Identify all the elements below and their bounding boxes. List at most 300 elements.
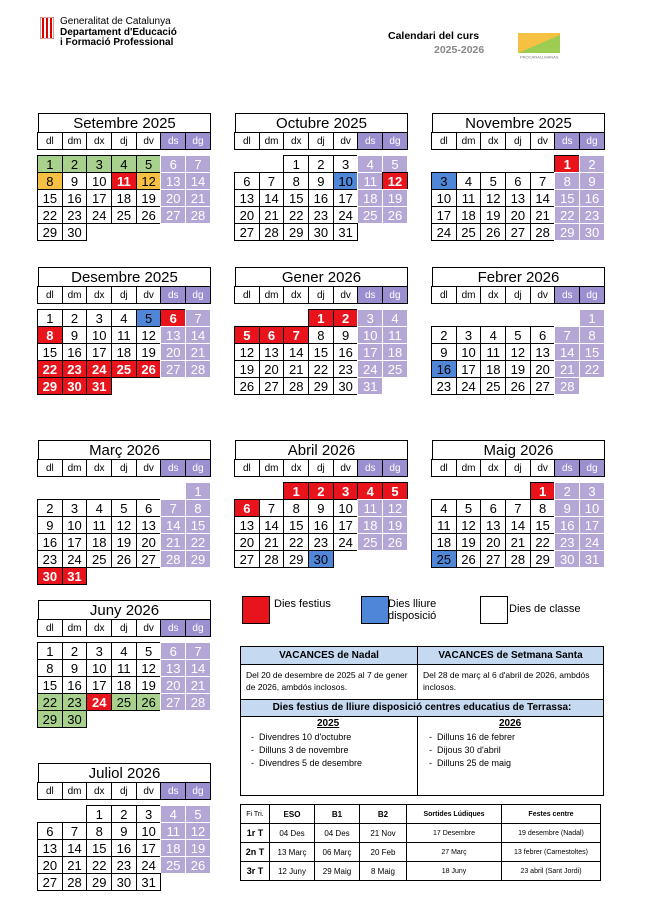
day-cell: 20: [37, 856, 63, 874]
day-cell: 6: [160, 309, 186, 327]
day-cell: 7: [185, 642, 211, 660]
day-cell: 1: [185, 482, 211, 500]
page-title: Calendari del curs: [388, 30, 480, 42]
weekday-header: dg: [185, 459, 211, 477]
month-calendar: [235, 113, 408, 241]
day-cell: 26: [480, 223, 506, 241]
legend-festius-swatch: [242, 596, 270, 624]
day-cell: 7: [530, 172, 556, 190]
day-cell: 19: [136, 676, 162, 694]
day-cell: 15: [283, 189, 309, 207]
vacances-box: [240, 646, 604, 796]
weekday-header: dv: [333, 459, 359, 477]
day-cell: 24: [431, 223, 457, 241]
weekday-header: dj: [505, 459, 531, 477]
day-cell: 9: [308, 172, 334, 190]
day-cell: 17: [86, 676, 112, 694]
school-year: 2025-2026: [434, 44, 485, 56]
day-cell: 3: [357, 309, 383, 327]
day-cell: 18: [111, 189, 137, 207]
day-cell: 8: [283, 499, 309, 517]
day-cell: 19: [136, 189, 162, 207]
weekday-header: dm: [456, 459, 482, 477]
legend-festius-label: Dies festius: [274, 598, 331, 610]
day-cell: 23: [308, 533, 334, 551]
day-cell: 1: [530, 482, 556, 500]
day-cell: 7: [185, 155, 211, 173]
day-cell: 30: [579, 223, 605, 241]
weekday-header: dj: [111, 286, 137, 304]
day-cell: 27: [234, 223, 260, 241]
weekday-header: dm: [259, 286, 285, 304]
day-cell: 19: [382, 516, 408, 534]
day-cell: 2: [111, 805, 137, 823]
day-cell: 15: [86, 839, 112, 857]
day-cell: 6: [160, 155, 186, 173]
cell: 29 Maig: [315, 862, 360, 881]
day-cell: 11: [456, 189, 482, 207]
day-cell: 4: [111, 642, 137, 660]
month-title: Juny 2026: [38, 600, 211, 620]
day-cell: 31: [136, 873, 162, 891]
day-cell: 5: [234, 326, 260, 344]
day-cell: 7: [259, 499, 285, 517]
day-cell: 20: [160, 676, 186, 694]
day-cell: 2: [431, 326, 457, 344]
header-cell: B2: [360, 805, 407, 824]
day-cell: 5: [382, 482, 408, 500]
day-cell: 3: [136, 805, 162, 823]
day-cell: 29: [283, 223, 309, 241]
day-cell: 26: [234, 377, 260, 395]
weekday-header: dx: [283, 459, 309, 477]
weekday-header: ds: [160, 619, 186, 637]
legend-classe-swatch: [480, 596, 508, 624]
month-calendar: [38, 600, 211, 728]
weekday-header: dj: [505, 132, 531, 150]
day-cell: 29: [86, 873, 112, 891]
day-cell: 8: [185, 499, 211, 517]
weekday-header: dj: [111, 459, 137, 477]
day-cell: 9: [111, 822, 137, 840]
weekday-header: dm: [456, 286, 482, 304]
day-cell: 13: [480, 516, 506, 534]
weekday-header: dv: [136, 619, 162, 637]
day-cell: 13: [136, 516, 162, 534]
month-title: Gener 2026: [235, 267, 408, 287]
day-cell: 14: [185, 326, 211, 344]
day-cell: 20: [160, 189, 186, 207]
day-cell: 22: [283, 206, 309, 224]
day-cell: 8: [554, 172, 580, 190]
cell: 13 Març: [270, 843, 315, 862]
day-cell: 10: [86, 326, 112, 344]
weekday-header: dl: [431, 459, 457, 477]
day-cell: 12: [382, 172, 408, 190]
day-cell: 4: [111, 309, 137, 327]
month-calendar: [432, 113, 605, 241]
day-cell: 22: [554, 206, 580, 224]
month-grid: [235, 133, 408, 241]
day-cell: 2: [62, 309, 88, 327]
org-name: [60, 17, 177, 49]
day-cell: 24: [333, 533, 359, 551]
weekday-header: dl: [37, 782, 63, 800]
month-calendar: [432, 440, 605, 568]
org-line-3: i Formació Professional: [60, 37, 174, 48]
list-a: [251, 731, 362, 770]
day-cell: 28: [185, 206, 211, 224]
weekday-header: dx: [480, 286, 506, 304]
weekday-header: ds: [160, 782, 186, 800]
day-cell: 13: [234, 189, 260, 207]
day-cell: 9: [333, 326, 359, 344]
day-cell: 3: [333, 482, 359, 500]
day-cell: 5: [505, 326, 531, 344]
day-cell: 17: [357, 343, 383, 361]
day-cell: 31: [333, 223, 359, 241]
day-cell: 27: [530, 377, 556, 395]
weekday-header: dv: [136, 132, 162, 150]
school-logo-text: PROCARALLMANAS: [520, 54, 559, 60]
day-cell: 19: [111, 533, 137, 551]
weekday-header: dl: [234, 286, 260, 304]
cell: 3r T: [241, 862, 270, 881]
day-cell: 10: [579, 499, 605, 517]
cell: 23 abril (Sant Jordi): [502, 862, 601, 881]
day-cell: 20: [234, 533, 260, 551]
day-cell: 29: [185, 550, 211, 568]
day-cell: 28: [62, 873, 88, 891]
day-cell: 9: [62, 326, 88, 344]
day-cell: 17: [136, 839, 162, 857]
month-grid: [432, 460, 605, 568]
day-cell: 25: [160, 856, 186, 874]
day-cell: 24: [357, 360, 383, 378]
day-cell: 24: [86, 693, 112, 711]
day-cell: 18: [357, 189, 383, 207]
day-cell: 17: [62, 533, 88, 551]
day-cell: 22: [530, 533, 556, 551]
day-cell: 5: [111, 499, 137, 517]
legend-classe-label: Dies de classe: [509, 603, 581, 615]
day-cell: 26: [136, 206, 162, 224]
day-cell: 3: [456, 326, 482, 344]
day-cell: 27: [160, 206, 186, 224]
day-cell: 27: [259, 377, 285, 395]
day-cell: 2: [308, 155, 334, 173]
day-cell: 21: [160, 533, 186, 551]
month-grid: [38, 460, 211, 585]
day-cell: 6: [480, 499, 506, 517]
day-cell: 31: [357, 377, 383, 395]
day-cell: 25: [357, 533, 383, 551]
cell: 06 Març: [315, 843, 360, 862]
school-logo-icon: [518, 33, 560, 60]
day-cell: 3: [62, 499, 88, 517]
month-grid: [38, 783, 211, 891]
weekday-header: dg: [382, 286, 408, 304]
day-cell: 12: [136, 659, 162, 677]
day-cell: 2: [579, 155, 605, 173]
day-cell: 7: [62, 822, 88, 840]
weekday-header: dv: [136, 782, 162, 800]
day-cell: 28: [554, 377, 580, 395]
month-calendar: [38, 113, 211, 241]
weekday-header: dj: [505, 286, 531, 304]
day-cell: 21: [530, 206, 556, 224]
cell: 2n T: [241, 843, 270, 862]
day-cell: 23: [62, 693, 88, 711]
month-title: Febrer 2026: [432, 267, 605, 287]
weekday-header: dm: [259, 132, 285, 150]
header-cell: Festes centre: [502, 805, 601, 824]
day-cell: 22: [308, 360, 334, 378]
day-cell: 8: [579, 326, 605, 344]
day-cell: 28: [185, 360, 211, 378]
day-cell: 12: [185, 822, 211, 840]
weekday-header: dx: [86, 286, 112, 304]
day-cell: 21: [185, 676, 211, 694]
day-cell: 7: [283, 326, 309, 344]
weekday-header: ds: [357, 286, 383, 304]
day-cell: 2: [37, 499, 63, 517]
day-cell: 13: [505, 189, 531, 207]
day-cell: 18: [357, 516, 383, 534]
day-cell: 18: [456, 206, 482, 224]
day-cell: 8: [283, 172, 309, 190]
day-cell: 23: [333, 360, 359, 378]
month-title: Setembre 2025: [38, 113, 211, 133]
day-cell: 18: [111, 676, 137, 694]
weekday-header: dg: [382, 459, 408, 477]
day-cell: 24: [86, 206, 112, 224]
month-grid: [235, 460, 408, 568]
setmana-title: VACANCES de Setmana Santa: [418, 647, 603, 665]
day-cell: 27: [234, 550, 260, 568]
day-cell: 11: [382, 326, 408, 344]
weekday-header: dl: [431, 132, 457, 150]
day-cell: 24: [333, 206, 359, 224]
day-cell: 15: [530, 516, 556, 534]
day-cell: 1: [37, 155, 63, 173]
day-cell: 21: [259, 533, 285, 551]
month-calendar: [432, 267, 605, 395]
weekday-header: dx: [283, 286, 309, 304]
cell: 19 desembre (Nadal): [502, 824, 601, 843]
org-line-2: Departament d'Educació: [60, 26, 177, 38]
day-cell: 14: [530, 189, 556, 207]
weekday-header: dl: [37, 459, 63, 477]
day-cell: 10: [333, 172, 359, 190]
day-cell: 14: [505, 516, 531, 534]
day-cell: 26: [505, 377, 531, 395]
day-cell: 16: [431, 360, 457, 378]
day-cell: 5: [136, 642, 162, 660]
day-cell: 28: [259, 550, 285, 568]
cell: 27 Març: [407, 843, 502, 862]
day-cell: 12: [234, 343, 260, 361]
weekday-header: dm: [456, 132, 482, 150]
day-cell: 19: [505, 360, 531, 378]
day-cell: 20: [160, 343, 186, 361]
month-title: Novembre 2025: [432, 113, 605, 133]
day-cell: 31: [62, 567, 88, 585]
day-cell: 4: [86, 499, 112, 517]
day-cell: 29: [308, 377, 334, 395]
day-cell: 18: [480, 360, 506, 378]
day-cell: 14: [259, 516, 285, 534]
day-cell: 12: [136, 172, 162, 190]
day-cell: 7: [505, 499, 531, 517]
weekday-header: dj: [111, 782, 137, 800]
day-cell: 24: [456, 377, 482, 395]
weekday-header: dm: [62, 619, 88, 637]
weekday-header: dx: [480, 459, 506, 477]
day-cell: 15: [283, 516, 309, 534]
day-cell: 24: [579, 533, 605, 551]
day-cell: 26: [111, 550, 137, 568]
header-cell: Sortides Lúdiques: [407, 805, 502, 824]
weekday-header: dx: [86, 619, 112, 637]
weekday-header: ds: [357, 132, 383, 150]
weekday-header: dx: [480, 132, 506, 150]
weekday-header: dl: [431, 286, 457, 304]
day-cell: 8: [37, 172, 63, 190]
day-cell: 5: [456, 499, 482, 517]
day-cell: 13: [234, 516, 260, 534]
list-b-item: - Dilluns 25 de maig: [429, 758, 512, 768]
weekday-header: dl: [234, 132, 260, 150]
day-cell: 7: [554, 326, 580, 344]
day-cell: 16: [62, 676, 88, 694]
day-cell: 18: [86, 533, 112, 551]
weekday-header: dv: [530, 132, 556, 150]
day-cell: 1: [283, 155, 309, 173]
day-cell: 11: [357, 499, 383, 517]
day-cell: 29: [530, 550, 556, 568]
list-b-item: - Dilluns 16 de febrer: [429, 732, 516, 742]
cell: 21 Nov: [360, 824, 407, 843]
list-a-item: - Divendres 5 de desembre: [251, 758, 363, 768]
weekday-header: dl: [234, 459, 260, 477]
weekday-header: dv: [136, 286, 162, 304]
day-cell: 3: [579, 482, 605, 500]
day-cell: 13: [160, 172, 186, 190]
day-cell: 10: [86, 659, 112, 677]
day-cell: 16: [333, 343, 359, 361]
day-cell: 1: [86, 805, 112, 823]
month-title: Juliol 2026: [38, 763, 211, 783]
month-grid: [235, 287, 408, 395]
list-b-item: - Dijous 30 d'abril: [429, 745, 501, 755]
day-cell: 8: [308, 326, 334, 344]
day-cell: 26: [382, 206, 408, 224]
day-cell: 31: [86, 377, 112, 395]
day-cell: 30: [62, 223, 88, 241]
month-grid: [38, 287, 211, 395]
day-cell: 6: [160, 642, 186, 660]
day-cell: 14: [259, 189, 285, 207]
weekday-header: dv: [136, 459, 162, 477]
day-cell: 19: [234, 360, 260, 378]
day-cell: 21: [62, 856, 88, 874]
day-cell: 25: [357, 206, 383, 224]
day-cell: 20: [259, 360, 285, 378]
day-cell: 30: [62, 377, 88, 395]
day-cell: 6: [37, 822, 63, 840]
weekday-header: dg: [579, 132, 605, 150]
month-grid: [432, 287, 605, 395]
table-row: [241, 843, 601, 862]
day-cell: 4: [480, 326, 506, 344]
day-cell: 14: [62, 839, 88, 857]
month-calendar: [38, 267, 211, 395]
weekday-header: dj: [308, 459, 334, 477]
day-cell: 17: [333, 189, 359, 207]
day-cell: 13: [37, 839, 63, 857]
weekday-header: ds: [554, 132, 580, 150]
day-cell: 28: [530, 223, 556, 241]
day-cell: 15: [37, 343, 63, 361]
day-cell: 1: [308, 309, 334, 327]
month-calendar: [235, 267, 408, 395]
day-cell: 22: [37, 693, 63, 711]
day-cell: 14: [185, 172, 211, 190]
day-cell: 30: [554, 550, 580, 568]
day-cell: 14: [554, 343, 580, 361]
weekday-header: dj: [308, 132, 334, 150]
day-cell: 26: [382, 533, 408, 551]
day-cell: 3: [86, 309, 112, 327]
day-cell: 15: [579, 343, 605, 361]
day-cell: 18: [431, 533, 457, 551]
month-grid: [432, 133, 605, 241]
table-header-row: [241, 805, 601, 824]
weekday-header: dl: [37, 286, 63, 304]
nadal-text: Del 20 de desembre de 2025 al 7 de gener de 2026, ambdós inclosos.: [246, 670, 408, 692]
header-cell: B1: [315, 805, 360, 824]
weekday-header: dx: [86, 459, 112, 477]
list-a-item: - Dilluns 3 de novembre: [251, 745, 349, 755]
day-cell: 26: [456, 550, 482, 568]
day-cell: 27: [160, 693, 186, 711]
day-cell: 27: [480, 550, 506, 568]
day-cell: 4: [357, 482, 383, 500]
day-cell: 28: [283, 377, 309, 395]
day-cell: 11: [86, 516, 112, 534]
day-cell: 23: [579, 206, 605, 224]
weekday-header: dg: [382, 132, 408, 150]
cell: 8 Maig: [360, 862, 407, 881]
day-cell: 9: [37, 516, 63, 534]
weekday-header: dg: [579, 459, 605, 477]
header-cell: Fi Tri.: [241, 805, 270, 824]
table-row: [241, 862, 601, 881]
cell: 18 Juny: [407, 862, 502, 881]
day-cell: 28: [259, 223, 285, 241]
day-cell: 29: [37, 223, 63, 241]
weekday-header: dx: [283, 132, 309, 150]
weekday-header: dg: [185, 782, 211, 800]
day-cell: 25: [111, 360, 137, 378]
weekday-header: ds: [554, 286, 580, 304]
day-cell: 30: [333, 377, 359, 395]
month-calendar: [38, 440, 211, 585]
org-line-1: Generalitat de Catalunya: [60, 16, 171, 27]
day-cell: 8: [530, 499, 556, 517]
day-cell: 11: [111, 326, 137, 344]
